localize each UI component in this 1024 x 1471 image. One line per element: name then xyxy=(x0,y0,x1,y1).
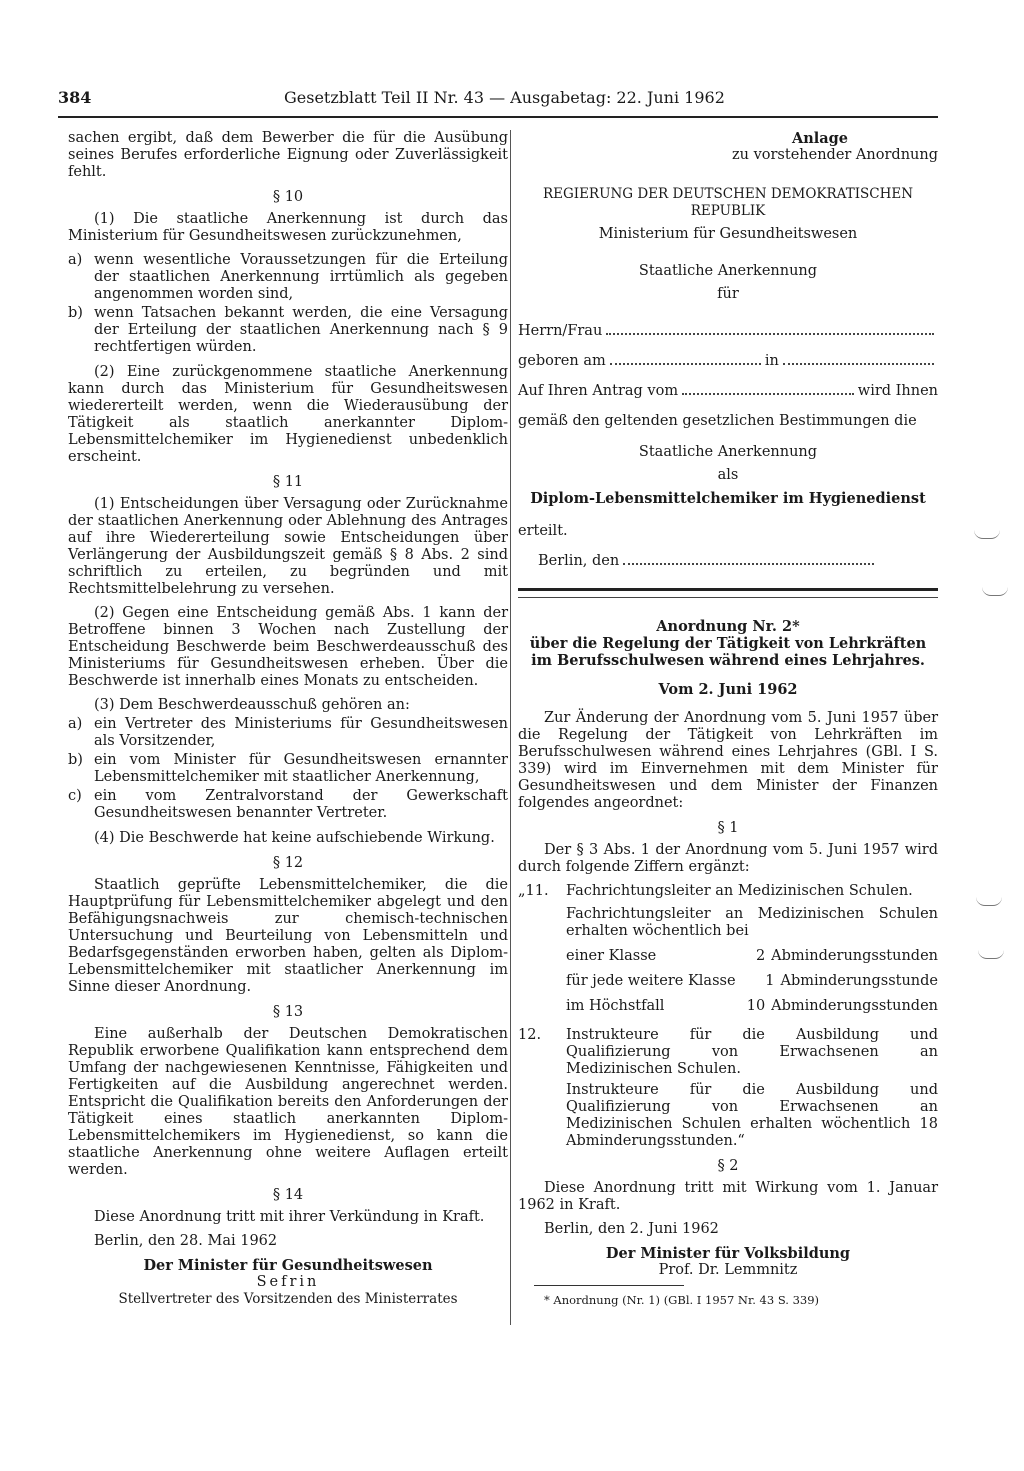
binding-mark-icon xyxy=(978,950,1004,959)
form-line-gemaess: gemäß den geltenden gesetzlichen Bestimmungen die xyxy=(518,413,917,429)
item-label: a) xyxy=(68,716,83,732)
clause-title: Fachrichtungsleiter an Medizinischen Schulen. xyxy=(566,883,913,899)
item-text: ein Vertreter des Ministeriums für Gesundheitswesen als Vorsitzender, xyxy=(94,716,508,749)
item-text: wenn Tatsachen bekannt werden, die eine Versagung der Erteilung der staatlichen Anerkennung nach § 9 rechtfertigen würden. xyxy=(94,305,508,355)
section-11-heading: § 11 xyxy=(272,474,304,490)
ordinance-section-2-heading: § 2 xyxy=(717,1158,739,1174)
form-title-2: für xyxy=(717,286,739,302)
section-11-p4: (4) Die Beschwerde hat keine aufschiebende Wirkung. xyxy=(94,830,495,846)
government-line-1: REGIERUNG DER DEUTSCHEN DEMOKRATISCHEN xyxy=(542,186,914,202)
form-field-name xyxy=(518,323,938,340)
row-label: einer Klasse xyxy=(566,948,657,964)
section-12-heading: § 12 xyxy=(272,855,304,871)
item-text: wenn wesentliche Voraussetzungen für die Erteilung der staatlichen Anerkennung irrtümlich als gegeben angenommen worden sind, xyxy=(94,252,508,302)
reduction-row xyxy=(566,998,938,1015)
clause-11 xyxy=(518,883,938,900)
fill-line xyxy=(606,323,934,335)
form-title-5: Diplom-Lebensmittelchemiker im Hygienedienst xyxy=(530,490,926,507)
clause-title: Instrukteure für die Ausbildung und Qualifizierung von Erwachsenen an Medizinischen Schulen. xyxy=(566,1027,938,1077)
section-rule-thin xyxy=(518,597,938,598)
fill-line xyxy=(610,353,761,365)
section-13-p1: Eine außerhalb der Deutschen Demokratischen Republik erworbene Qualifikation kann entsprechend dem Umfang der nachgewiesenen Kenntnisse, Fähigkeiten und Fertigkeiten auf die Ausbildung angerechnet werden. Entspricht die Qualifikation bereits den Anforderungen der Tätigkeit eines staatlich anerkannten Diplom-Lebensmittelchemikers im Hygienedienst, so kann die staatliche Anerkennung ohne weitere Auflagen erteilt werden. xyxy=(68,1026,508,1178)
item-label: c) xyxy=(68,788,82,804)
reduction-row xyxy=(566,948,938,965)
field-label: Berlin, den xyxy=(538,553,620,569)
section-10-heading: § 10 xyxy=(272,189,304,205)
ordinance-section-2-p: Diese Anordnung tritt mit Wirkung vom 1. Januar 1962 in Kraft. xyxy=(518,1180,938,1213)
binding-mark-icon xyxy=(976,897,1002,906)
anlage-title: Anlage xyxy=(791,130,848,147)
ordinance-title-3: im Berufsschulwesen während eines Lehrjahres. xyxy=(531,652,925,669)
section-11-item-b xyxy=(68,752,508,786)
footnote: * Anordnung (Nr. 1) (GBl. I 1957 Nr. 43 S. 339) xyxy=(544,1293,820,1307)
ordinance-intro: Zur Änderung der Anordnung vom 5. Juni 1957 über die Regelung der Tätigkeit von Lehrkräften im Berufsschulwesen während eines Lehrjahres (GBl. I S. 339) wird im Einvernehmen mit dem Minister für Gesundheitswesen und dem Minister der Finanzen folgendes angeordnet: xyxy=(518,710,938,811)
clause-12 xyxy=(518,1027,938,1078)
signature-name: Sefrin xyxy=(256,1274,320,1290)
footnote-rule xyxy=(534,1285,684,1286)
header-rule xyxy=(58,116,938,118)
clause-label: „11. xyxy=(518,883,549,899)
anlage-subtitle: zu vorstehender Anordnung xyxy=(731,147,938,163)
section-11-p3: (3) Dem Beschwerdeausschuß gehören an: xyxy=(94,697,410,713)
ministry-name: Ministerium für Gesundheitswesen xyxy=(598,226,858,242)
fill-line xyxy=(682,383,854,395)
section-11-p1: (1) Entscheidungen über Versagung oder Zurücknahme der staatlichen Anerkennung oder Ablehnung des Antrages auf ihre Wiedererteilung sowie Entscheidungen über Verlängerung der Ausbildungszeit gemäß § 8 Abs. 2 sind schriftlich zu erteilen, zu begründen und mit Rechtsmittelbelehrung zu versehen. xyxy=(68,496,508,597)
government-line-2: REPUBLIK xyxy=(690,203,766,219)
section-14-p1: Diese Anordnung tritt mit ihrer Verkündung in Kraft. xyxy=(94,1209,485,1225)
item-label: b) xyxy=(68,305,83,321)
intro-paragraph: sachen ergibt, daß dem Bewerber die für die Ausübung seines Berufes erforderliche Eignung oder Zuverlässigkeit fehlt. xyxy=(68,130,508,180)
ordinance-section-1-p: Der § 3 Abs. 1 der Anordnung vom 5. Juni 1957 wird durch folgende Ziffern ergänzt: xyxy=(518,842,938,875)
ordinance-date: Vom 2. Juni 1962 xyxy=(658,681,798,698)
form-field-born xyxy=(518,353,938,370)
page-number: 384 xyxy=(58,88,92,107)
page-header xyxy=(58,88,938,118)
field-label: Herrn/Frau xyxy=(518,323,603,339)
signature-role: Stellvertreter des Vorsitzenden des Ministerrates xyxy=(118,1291,458,1307)
row-unit: Abminderungsstunde xyxy=(780,973,938,989)
ordinance-section-1-heading: § 1 xyxy=(717,820,739,836)
section-12-p1: Staatlich geprüfte Lebensmittelchemiker, die die Hauptprüfung für Lebensmittelchemiker abgelegt und den Befähigungsnachweis zur chemisch-technischen Untersuchung und Beurteilung von Lebensmitteln und Bedarfsgegenständen erworben haben, gelten als Diplom-Lebensmittelchemiker mit staatlicher Anerkennung im Sinne dieser Anordnung. xyxy=(68,877,508,995)
ordinance-title-1: Anordnung Nr. 2* xyxy=(656,618,800,635)
form-title-3: Staatliche Anerkennung xyxy=(638,444,818,460)
section-11-item-a xyxy=(68,716,508,750)
left-column xyxy=(68,130,508,1308)
column-divider xyxy=(510,130,511,1325)
item-text: ein vom Minister für Gesundheitswesen ernannter Lebensmittelchemiker mit staatlicher Anerkennung, xyxy=(94,752,508,785)
section-10-item-b xyxy=(68,305,508,356)
ordinance-signature-title: Der Minister für Volksbildung xyxy=(605,1245,851,1262)
clause-11-text: Fachrichtungsleiter an Medizinischen Schulen erhalten wöchentlich bei xyxy=(566,906,938,939)
form-field-berlin xyxy=(538,553,878,570)
row-number: 10 xyxy=(746,998,766,1014)
row-unit: Abminderungsstunden xyxy=(771,948,938,964)
clause-label: 12. xyxy=(518,1027,542,1043)
binding-mark-icon xyxy=(982,587,1008,596)
section-rule xyxy=(518,588,938,591)
field-label: Auf Ihren Antrag vom xyxy=(518,383,679,399)
signature-title: Der Minister für Gesundheitswesen xyxy=(143,1257,433,1274)
row-unit: Abminderungsstunden xyxy=(771,998,938,1014)
row-label: im Höchstfall xyxy=(566,998,665,1014)
reduction-row xyxy=(566,973,938,990)
clause-12-text: Instrukteure für die Ausbildung und Qualifizierung von Erwachsenen an Medizinischen Schulen erhalten wöchentlich 18 Abminderungsstunden.“ xyxy=(566,1082,938,1149)
form-line-erteilt: erteilt. xyxy=(518,523,568,539)
form-field-antrag xyxy=(518,383,938,400)
section-10-p1: (1) Die staatliche Anerkennung ist durch das Ministerium für Gesundheitswesen zurückzunehmen, xyxy=(68,211,508,244)
section-14-heading: § 14 xyxy=(272,1187,304,1203)
place-date: Berlin, den 28. Mai 1962 xyxy=(94,1233,278,1249)
field-label: in xyxy=(764,353,779,369)
item-text: ein vom Zentralvorstand der Gewerkschaft Gesundheitswesen benannter Vertreter. xyxy=(94,788,508,821)
form-title-4: als xyxy=(717,467,739,483)
row-number: 2 xyxy=(755,948,766,964)
row-label: für jede weitere Klasse xyxy=(566,973,736,989)
item-label: a) xyxy=(68,252,83,268)
section-13-heading: § 13 xyxy=(272,1004,304,1020)
field-label: wird Ihnen xyxy=(857,383,938,399)
row-number: 1 xyxy=(765,973,775,989)
fill-line xyxy=(623,553,874,565)
section-10-item-a xyxy=(68,252,508,303)
item-label: b) xyxy=(68,752,83,768)
form-title-1: Staatliche Anerkennung xyxy=(638,263,818,279)
field-label: geboren am xyxy=(518,353,606,369)
binding-mark-icon xyxy=(974,530,1000,539)
ordinance-place-date: Berlin, den 2. Juni 1962 xyxy=(544,1221,719,1237)
ordinance-title-2: über die Regelung der Tätigkeit von Lehrkräften xyxy=(529,635,927,652)
section-11-item-c xyxy=(68,788,508,822)
ordinance-signature-name: Prof. Dr. Lemmnitz xyxy=(658,1262,798,1278)
header-title: Gesetzblatt Teil II Nr. 43 — Ausgabetag: 22. Juni 1962 xyxy=(284,88,725,107)
section-11-p2: (2) Gegen eine Entscheidung gemäß Abs. 1 kann der Betroffene binnen 3 Wochen nach Zustellung der Entscheidung Beschwerde beim Beschwerdeausschuß des Ministeriums für Gesundheitswesen erheben. Über die Beschwerde ist innerhalb eines Monats zu entscheiden. xyxy=(68,605,508,689)
right-column xyxy=(518,130,938,1309)
fill-line xyxy=(783,353,934,365)
section-10-p2: (2) Eine zurückgenommene staatliche Anerkennung kann durch das Ministerium für Gesundheitswesen wiedererteilt werden, wenn die Wiederausübung der Tätigkeit als staatlich anerkannter Diplom-Lebensmittelchemiker im Hygienedienst unbedenklich erscheint. xyxy=(68,364,508,465)
